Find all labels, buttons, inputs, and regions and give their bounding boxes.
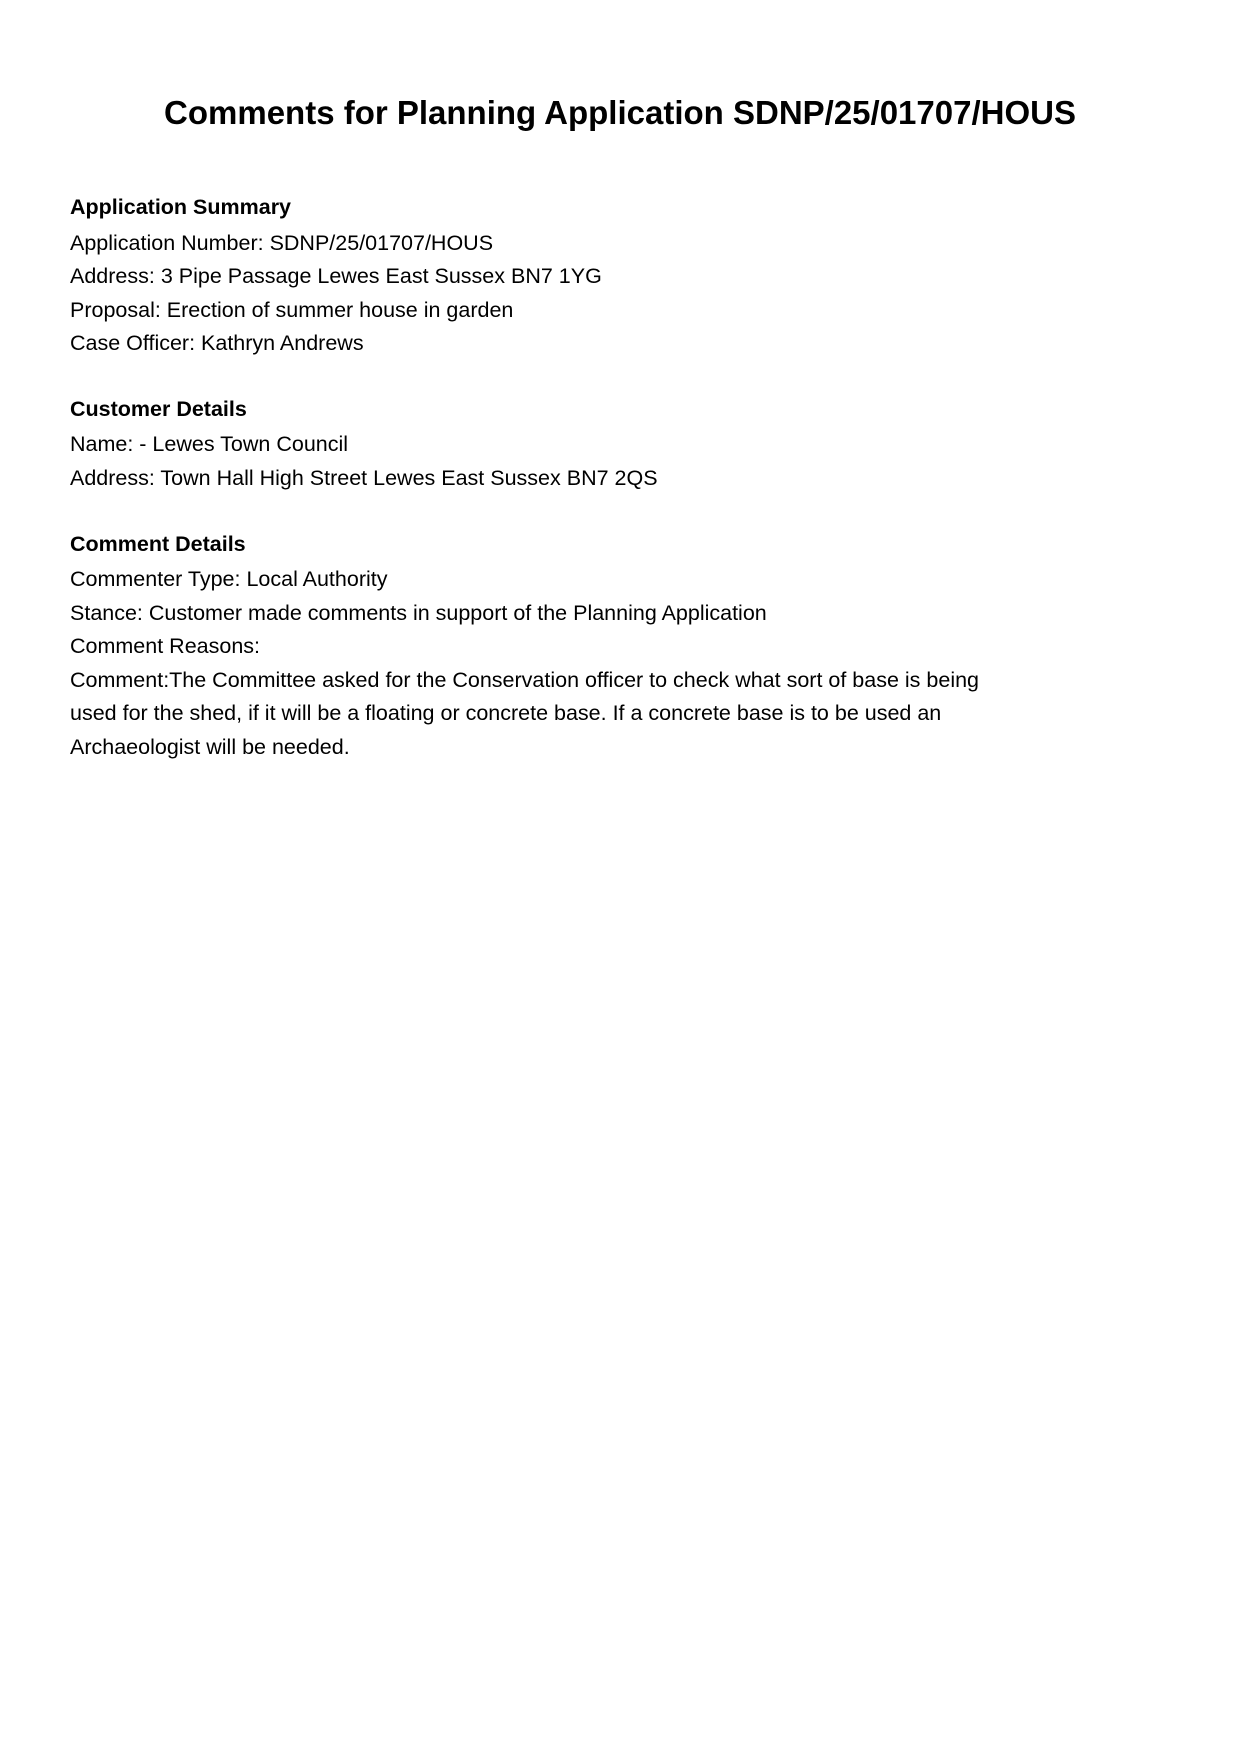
field-case-officer: Case Officer: Kathryn Andrews <box>70 331 364 356</box>
document-body <box>70 191 1170 764</box>
field-commenter-type: Commenter Type: Local Authority <box>70 567 388 592</box>
page-title: Comments for Planning Application SDNP/25/01707/HOUS <box>164 94 1076 131</box>
field-application-address: Address: 3 Pipe Passage Lewes East Sussex BN7 1YG <box>70 264 602 289</box>
section-customer-details <box>70 393 1170 496</box>
section-comment-details <box>70 528 1170 765</box>
field-customer-address: Address: Town Hall High Street Lewes East Sussex BN7 2QS <box>70 465 658 490</box>
section-heading-application-summary: Application Summary <box>70 195 292 220</box>
section-heading-comment-details: Comment Details <box>70 531 246 556</box>
section-heading-customer-details: Customer Details <box>70 396 247 421</box>
section-application-summary <box>70 191 1170 361</box>
field-comment-reasons: Comment Reasons: <box>70 634 260 659</box>
field-application-number: Application Number: SDNP/25/01707/HOUS <box>70 230 494 255</box>
field-comment-text: Comment:The Committee asked for the Conservation officer to check what sort of base is being used for the shed, if it will be a floating or concrete base. If a concrete base is to be used an Archaeologist will be needed. <box>70 667 980 759</box>
field-proposal: Proposal: Erection of summer house in garden <box>70 297 514 322</box>
field-customer-name: Name: - Lewes Town Council <box>70 432 349 457</box>
field-stance: Stance: Customer made comments in support of the Planning Application <box>70 600 767 625</box>
